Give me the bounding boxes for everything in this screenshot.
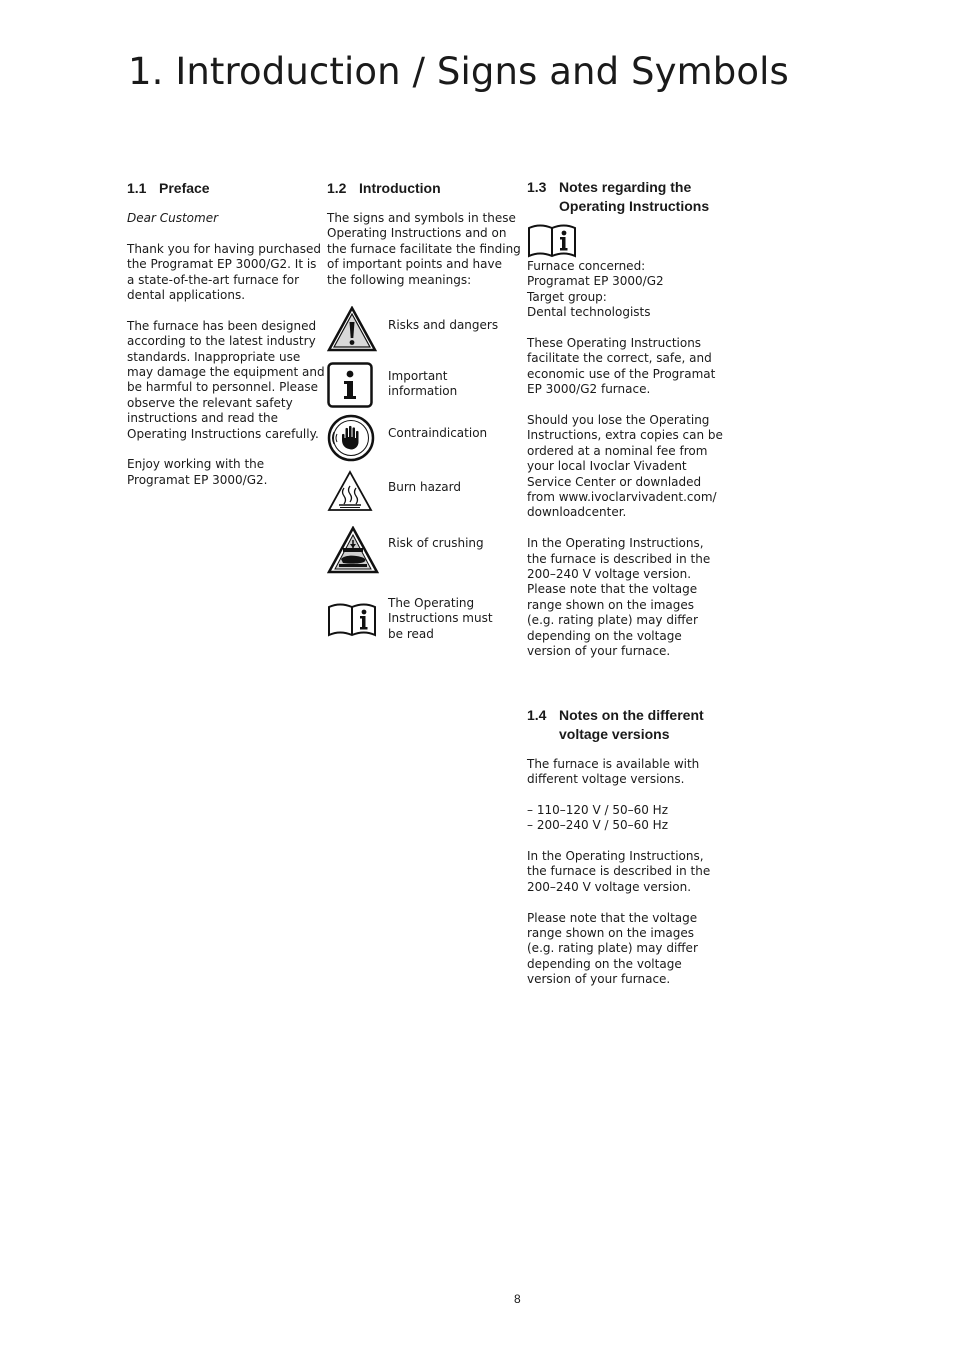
notes-facts — [527, 259, 717, 321]
burn-hazard-icon — [327, 470, 373, 512]
text-line: standards. Inappropriate use — [127, 349, 301, 364]
preface-section — [127, 179, 325, 488]
text-line: In the Operating Instructions, — [527, 848, 704, 863]
voltage-paragraph-3 — [527, 911, 717, 988]
text-line: instructions and read the — [127, 411, 279, 426]
text-line: Dental technologists — [527, 305, 651, 320]
text-line: Should you lose the Operating — [527, 413, 710, 428]
symbol-label: Burn hazard — [388, 480, 461, 495]
symbol-row-important — [327, 362, 511, 414]
section-title: Preface — [159, 180, 210, 196]
text-line: according to the latest industry — [127, 334, 316, 349]
text-line: observe the relevant safety — [127, 395, 293, 410]
text-line: the furnace is described in the — [527, 551, 711, 566]
text-line: The furnace is available with — [527, 756, 700, 771]
heading-line: Notes on the different — [559, 706, 704, 723]
notes-paragraph-2 — [527, 413, 723, 521]
voltage-paragraph-2 — [527, 849, 717, 895]
text-line: information — [388, 384, 458, 399]
text-line: Programat EP 3000/G2 — [527, 274, 664, 289]
text-line: Please note that the voltage — [527, 582, 698, 597]
heading-line: Notes regarding the — [559, 179, 692, 195]
introduction-section — [327, 179, 521, 656]
text-line: range shown on the images — [527, 597, 695, 612]
symbol-label — [388, 369, 518, 400]
symbol-label: Risks and dangers — [388, 318, 499, 333]
preface-paragraph-1 — [127, 241, 321, 304]
text-line: depending on the voltage — [527, 956, 682, 971]
contraindication-hand-icon — [327, 414, 375, 462]
introduction-paragraph — [327, 211, 521, 288]
salutation: Dear Customer — [127, 211, 219, 225]
text-line: from www.ivoclarvivadent.com/ — [527, 490, 717, 505]
text-line: The signs and symbols in these — [327, 211, 516, 225]
heading-line: voltage versions — [559, 725, 670, 742]
voltage-section — [527, 706, 717, 988]
symbol-list — [327, 306, 511, 656]
text-line: dental applications. — [127, 288, 246, 303]
preface-heading — [127, 179, 313, 198]
page-number: 8 — [514, 1292, 521, 1306]
text-line: Important — [388, 369, 448, 384]
text-line: range shown on the images — [527, 925, 695, 940]
symbol-row-contraindication — [327, 414, 511, 470]
text-line: downloadcenter. — [527, 505, 627, 520]
introduction-heading — [327, 179, 511, 198]
voltage-heading — [527, 706, 717, 744]
read-instructions-book-icon — [527, 222, 577, 258]
section-title — [559, 178, 709, 216]
read-instructions-book-icon — [327, 601, 377, 637]
text-line: Programat EP 3000/G2. — [127, 472, 268, 487]
text-line: In the Operating Instructions, — [527, 536, 704, 551]
list-item: – 110–120 V / 50–60 Hz — [527, 802, 668, 817]
text-line: ordered at a nominal fee from — [527, 443, 708, 458]
section-number: 1.3 — [527, 179, 547, 195]
text-line: Please note that the voltage — [527, 910, 698, 925]
text-line: 200–240 V voltage version. — [527, 879, 692, 894]
text-line: Furnace concerned: — [527, 259, 646, 273]
text-line: Instructions must — [388, 611, 493, 626]
symbol-label: Risk of crushing — [388, 536, 484, 551]
text-line: the following meanings: — [327, 272, 472, 287]
text-line: Instructions, extra copies can be — [527, 428, 723, 443]
notes-paragraph-3 — [527, 536, 717, 659]
text-line: (e.g. rating plate) may differ — [527, 613, 698, 628]
text-line: economic use of the Programat — [527, 366, 716, 381]
text-line: 200–240 V voltage version. — [527, 567, 692, 582]
symbol-label — [388, 596, 518, 642]
text-line: (e.g. rating plate) may differ — [527, 941, 698, 956]
text-line: may damage the equipment and — [127, 365, 325, 380]
symbol-label: Contraindication — [388, 426, 488, 441]
text-line: your local Ivoclar Vivadent — [527, 459, 687, 474]
text-line: be read — [388, 626, 434, 641]
section-number: 1.4 — [527, 706, 547, 723]
text-line: the Programat EP 3000/G2. It is — [127, 257, 317, 272]
symbol-row-burn — [327, 470, 511, 526]
list-item: – 200–240 V / 50–60 Hz — [527, 818, 668, 833]
notes-section — [527, 178, 723, 988]
section-number: 1.2 — [327, 180, 347, 196]
section-title: Introduction — [359, 180, 441, 196]
text-line: Target group: — [527, 289, 607, 304]
text-line: The Operating — [388, 596, 475, 611]
symbol-row-crushing — [327, 526, 511, 596]
text-line: depending on the voltage — [527, 628, 682, 643]
text-line: be harmful to personnel. Please — [127, 380, 319, 395]
symbol-row-read-instructions — [327, 596, 511, 656]
text-line: Enjoy working with the — [127, 457, 265, 472]
text-line: the furnace facilitate the finding — [327, 241, 521, 256]
section-title — [559, 706, 704, 744]
section-number: 1.1 — [127, 180, 147, 196]
preface-paragraph-2 — [127, 318, 325, 442]
text-line: These Operating Instructions — [527, 336, 702, 351]
notes-heading — [527, 178, 717, 216]
voltage-version-list — [527, 803, 717, 834]
symbol-row-risks — [327, 306, 511, 362]
text-line: the furnace is described in the — [527, 864, 711, 879]
text-line: The furnace has been designed — [127, 318, 317, 333]
text-line: facilitate the correct, safe, and — [527, 351, 712, 366]
text-line: version of your furnace. — [527, 644, 671, 659]
page-title: 1. Introduction / Signs and Symbols — [128, 50, 789, 93]
voltage-paragraph-1 — [527, 757, 717, 788]
heading-line: Operating Instructions — [559, 198, 710, 214]
text-line: EP 3000/G2 furnace. — [527, 382, 651, 397]
text-line: Thank you for having purchased — [127, 241, 321, 256]
text-line: Service Center or downladed — [527, 474, 702, 489]
preface-paragraph-3 — [127, 457, 313, 488]
text-line: of important points and have — [327, 257, 502, 272]
text-line: version of your furnace. — [527, 972, 671, 987]
notes-paragraph-1 — [527, 336, 717, 398]
warning-triangle-icon — [327, 306, 377, 352]
text-line: Operating Instructions carefully. — [127, 426, 319, 441]
crushing-hazard-icon — [327, 526, 379, 574]
info-square-icon — [327, 362, 373, 408]
text-line: different voltage versions. — [527, 771, 685, 786]
text-line: Operating Instructions and on — [327, 226, 507, 241]
text-line: a state-of-the-art furnace for — [127, 272, 299, 287]
